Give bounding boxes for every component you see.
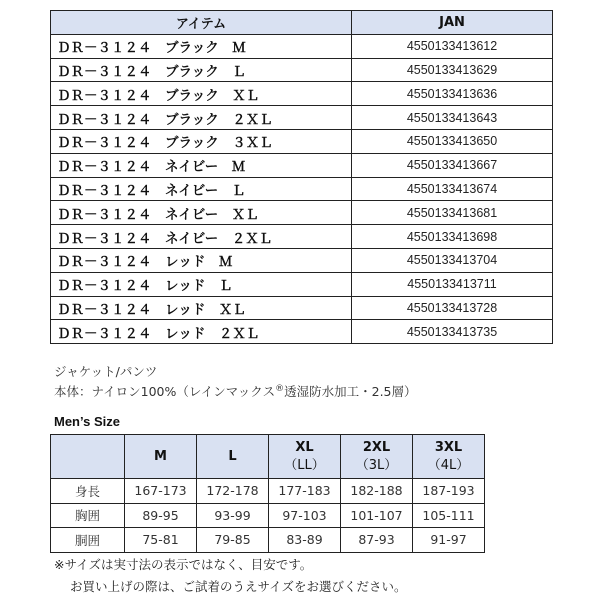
jan-table-row — [51, 320, 553, 344]
measurement-value: 91-97 — [413, 528, 485, 553]
size-table-row — [51, 503, 485, 528]
fitting-advice: お買い上げの際は、ご試着のうえサイズをお選びください。 — [70, 579, 407, 594]
measurement-value: 182-188 — [341, 479, 413, 504]
size-label: 3XL — [434, 439, 463, 455]
material-note-text: 本体：ナイロン100%（レインマックス — [54, 384, 276, 399]
jan-table-row — [51, 272, 553, 296]
item-name-cell: ＤＲ－３１２４ レッド ＸＬ — [51, 296, 352, 320]
measurement-label: 身長 — [51, 479, 125, 504]
measurement-value: 101-107 — [341, 503, 413, 528]
item-name-cell: ＤＲ－３１２４ ブラック Ｍ — [51, 34, 352, 58]
jan-table-row — [51, 296, 553, 320]
jan-code-cell: 4550133413650 — [352, 129, 553, 153]
measurement-value: 93-99 — [197, 503, 269, 528]
measurement-value: 167-173 — [125, 479, 197, 504]
size-table-row — [51, 479, 485, 504]
jan-code-cell: 4550133413612 — [352, 34, 553, 58]
item-name-cell: ＤＲ－３１２４ ネイビー Ｍ — [51, 153, 352, 177]
jan-table-row — [51, 225, 553, 249]
size-corner-cell — [51, 435, 125, 479]
measurement-value: 87-93 — [341, 528, 413, 553]
size-chart-table — [50, 434, 485, 553]
jan-code-cell: 4550133413629 — [352, 58, 553, 82]
measurement-label: 胸囲 — [51, 503, 125, 528]
size-column-header — [341, 435, 413, 479]
measurement-value: 187-193 — [413, 479, 485, 504]
measurement-value: 79-85 — [197, 528, 269, 553]
product-type-note: ジャケット/パンツ — [54, 364, 158, 379]
measurement-value: 177-183 — [269, 479, 341, 504]
size-alt-label: （LL） — [284, 457, 325, 473]
jan-code-cell: 4550133413698 — [352, 225, 553, 249]
measurement-value: 83-89 — [269, 528, 341, 553]
size-label: M — [154, 448, 167, 464]
jan-code-cell: 4550133413681 — [352, 201, 553, 225]
jan-table-row — [51, 177, 553, 201]
jan-code-cell: 4550133413643 — [352, 106, 553, 130]
size-alt-label: （4L） — [427, 457, 470, 473]
item-name-cell: ＤＲ－３１２４ ブラック ＸＬ — [51, 82, 352, 106]
measurement-label: 胴囲 — [51, 528, 125, 553]
item-column-header: アイテム — [51, 11, 352, 35]
jan-code-cell: 4550133413728 — [352, 296, 553, 320]
item-name-cell: ＤＲ－３１２４ ネイビー ２ＸＬ — [51, 225, 352, 249]
jan-code-cell: 4550133413636 — [352, 82, 553, 106]
registered-mark: ® — [275, 383, 285, 394]
size-disclaimer: ※サイズは実寸法の表示ではなく、目安です。 — [54, 557, 313, 572]
jan-table-row — [51, 34, 553, 58]
item-name-cell: ＤＲ－３１２４ ブラック ２ＸＬ — [51, 106, 352, 130]
size-label: L — [228, 448, 237, 464]
item-name-cell: ＤＲ－３１２４ レッド Ｍ — [51, 248, 352, 272]
item-name-cell: ＤＲ－３１２４ ブラック ３ＸＬ — [51, 129, 352, 153]
size-column-header — [197, 435, 269, 479]
measurement-value: 75-81 — [125, 528, 197, 553]
jan-code-cell: 4550133413667 — [352, 153, 553, 177]
size-table-header-row — [51, 435, 485, 479]
jan-table-header-row — [51, 11, 553, 35]
jan-code-cell: 4550133413704 — [352, 248, 553, 272]
jan-code-cell: 4550133413674 — [352, 177, 553, 201]
item-name-cell: ＤＲ－３１２４ ネイビー Ｌ — [51, 177, 352, 201]
size-label: 2XL — [362, 439, 391, 455]
size-column-header — [269, 435, 341, 479]
jan-table-row — [51, 58, 553, 82]
jan-table-row — [51, 129, 553, 153]
jan-table-row — [51, 153, 553, 177]
jan-table-row — [51, 248, 553, 272]
item-name-cell: ＤＲ－３１２４ レッド Ｌ — [51, 272, 352, 296]
measurement-value: 89-95 — [125, 503, 197, 528]
item-name-cell: ＤＲ－３１２４ レッド ２ＸＬ — [51, 320, 352, 344]
jan-column-header: JAN — [352, 11, 553, 35]
item-name-cell: ＤＲ－３１２４ ネイビー ＸＬ — [51, 201, 352, 225]
jan-table-row — [51, 106, 553, 130]
jan-table-row — [51, 82, 553, 106]
size-label: XL — [295, 439, 314, 455]
size-section-title: Men’s Size — [54, 414, 120, 429]
jan-code-table — [50, 10, 553, 344]
measurement-value: 97-103 — [269, 503, 341, 528]
measurement-value: 172-178 — [197, 479, 269, 504]
measurement-value: 105-111 — [413, 503, 485, 528]
jan-code-cell: 4550133413735 — [352, 320, 553, 344]
item-name-cell: ＤＲ－３１２４ ブラック Ｌ — [51, 58, 352, 82]
jan-table-row — [51, 201, 553, 225]
material-note — [54, 382, 417, 400]
size-alt-label: （3L） — [355, 457, 398, 473]
size-column-header — [413, 435, 485, 479]
jan-code-cell: 4550133413711 — [352, 272, 553, 296]
material-note-text-end: 透湿防水加工・2.5層） — [284, 384, 417, 399]
size-table-row — [51, 528, 485, 553]
size-column-header — [125, 435, 197, 479]
